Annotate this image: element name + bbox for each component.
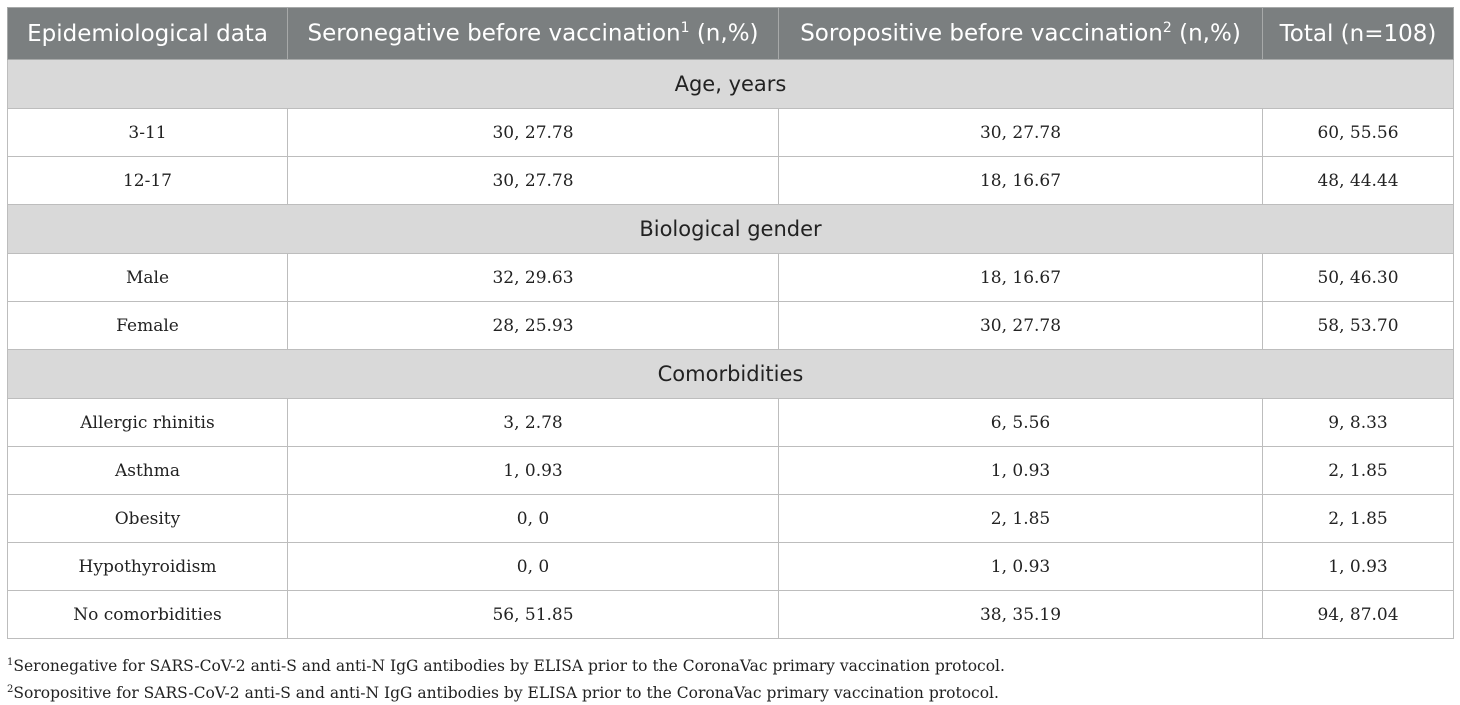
footnote-ref-2: 2 <box>1162 20 1172 37</box>
section-row <box>8 350 1454 399</box>
value-cell: 30, 27.78 <box>779 302 1263 350</box>
value-cell: 58, 53.70 <box>1263 302 1454 350</box>
section-title: Comorbidities <box>8 350 1454 399</box>
header-soropositive: Soropositive before vaccination$^2$ (n,%) <box>779 8 1263 60</box>
table-row <box>8 495 1454 543</box>
row-label-cell: Male <box>8 254 288 302</box>
table-row <box>8 109 1454 157</box>
value-cell: 1, 0.93 <box>1263 543 1454 591</box>
header-epidemiological-data: Epidemiological data <box>8 8 288 60</box>
value-cell: 2, 1.85 <box>779 495 1263 543</box>
footnote-1: $^1$Seronegative for SARS-CoV-2 anti-S and anti-N IgG antibodies by ELISA prior to the CoronaVac primary vaccination protocol. <box>7 657 1005 676</box>
value-cell: 30, 27.78 <box>288 109 779 157</box>
table-row <box>8 543 1454 591</box>
table-body <box>8 60 1454 639</box>
table-row <box>8 447 1454 495</box>
section-title: Biological gender <box>8 205 1454 254</box>
footnote-2: $^2$Soropositive for SARS-CoV-2 anti-S and anti-N IgG antibodies by ELISA prior to the CoronaVac primary vaccination protocol. <box>7 684 999 703</box>
value-cell: 60, 55.56 <box>1263 109 1454 157</box>
footnotes <box>7 651 1005 705</box>
value-cell: 9, 8.33 <box>1263 399 1454 447</box>
value-cell: 1, 0.93 <box>779 447 1263 495</box>
value-cell: 1, 0.93 <box>779 543 1263 591</box>
value-cell: 48, 44.44 <box>1263 157 1454 205</box>
value-cell: 18, 16.67 <box>779 157 1263 205</box>
header-total: Total (n=108) <box>1263 8 1454 60</box>
value-cell: 6, 5.56 <box>779 399 1263 447</box>
value-cell: 56, 51.85 <box>288 591 779 639</box>
value-cell: 3, 2.78 <box>288 399 779 447</box>
value-cell: 30, 27.78 <box>779 109 1263 157</box>
value-cell: 2, 1.85 <box>1263 447 1454 495</box>
table-row <box>8 591 1454 639</box>
value-cell: 38, 35.19 <box>779 591 1263 639</box>
value-cell: 94, 87.04 <box>1263 591 1454 639</box>
header-row <box>8 8 1454 60</box>
value-cell: 18, 16.67 <box>779 254 1263 302</box>
row-label-cell: Obesity <box>8 495 288 543</box>
row-label-cell: Female <box>8 302 288 350</box>
value-cell: 30, 27.78 <box>288 157 779 205</box>
value-cell: 28, 25.93 <box>288 302 779 350</box>
row-label-cell: Hypothyroidism <box>8 543 288 591</box>
epidemiological-data-table <box>7 7 1454 639</box>
section-row <box>8 60 1454 109</box>
value-cell: 1, 0.93 <box>288 447 779 495</box>
table-row <box>8 399 1454 447</box>
value-cell: 0, 0 <box>288 495 779 543</box>
row-label-cell: 3-11 <box>8 109 288 157</box>
row-label-cell: Asthma <box>8 447 288 495</box>
table-row <box>8 157 1454 205</box>
row-label-cell: 12-17 <box>8 157 288 205</box>
value-cell: 50, 46.30 <box>1263 254 1454 302</box>
section-row <box>8 205 1454 254</box>
value-cell: 2, 1.85 <box>1263 495 1454 543</box>
section-title: Age, years <box>8 60 1454 109</box>
row-label-cell: Allergic rhinitis <box>8 399 288 447</box>
table-header <box>8 8 1454 60</box>
table-row <box>8 254 1454 302</box>
value-cell: 0, 0 <box>288 543 779 591</box>
value-cell: 32, 29.63 <box>288 254 779 302</box>
header-seronegative: Seronegative before vaccination$^1$ (n,%) <box>288 8 779 60</box>
table-row <box>8 302 1454 350</box>
footnote-ref-1: 1 <box>680 20 690 37</box>
row-label-cell: No comorbidities <box>8 591 288 639</box>
